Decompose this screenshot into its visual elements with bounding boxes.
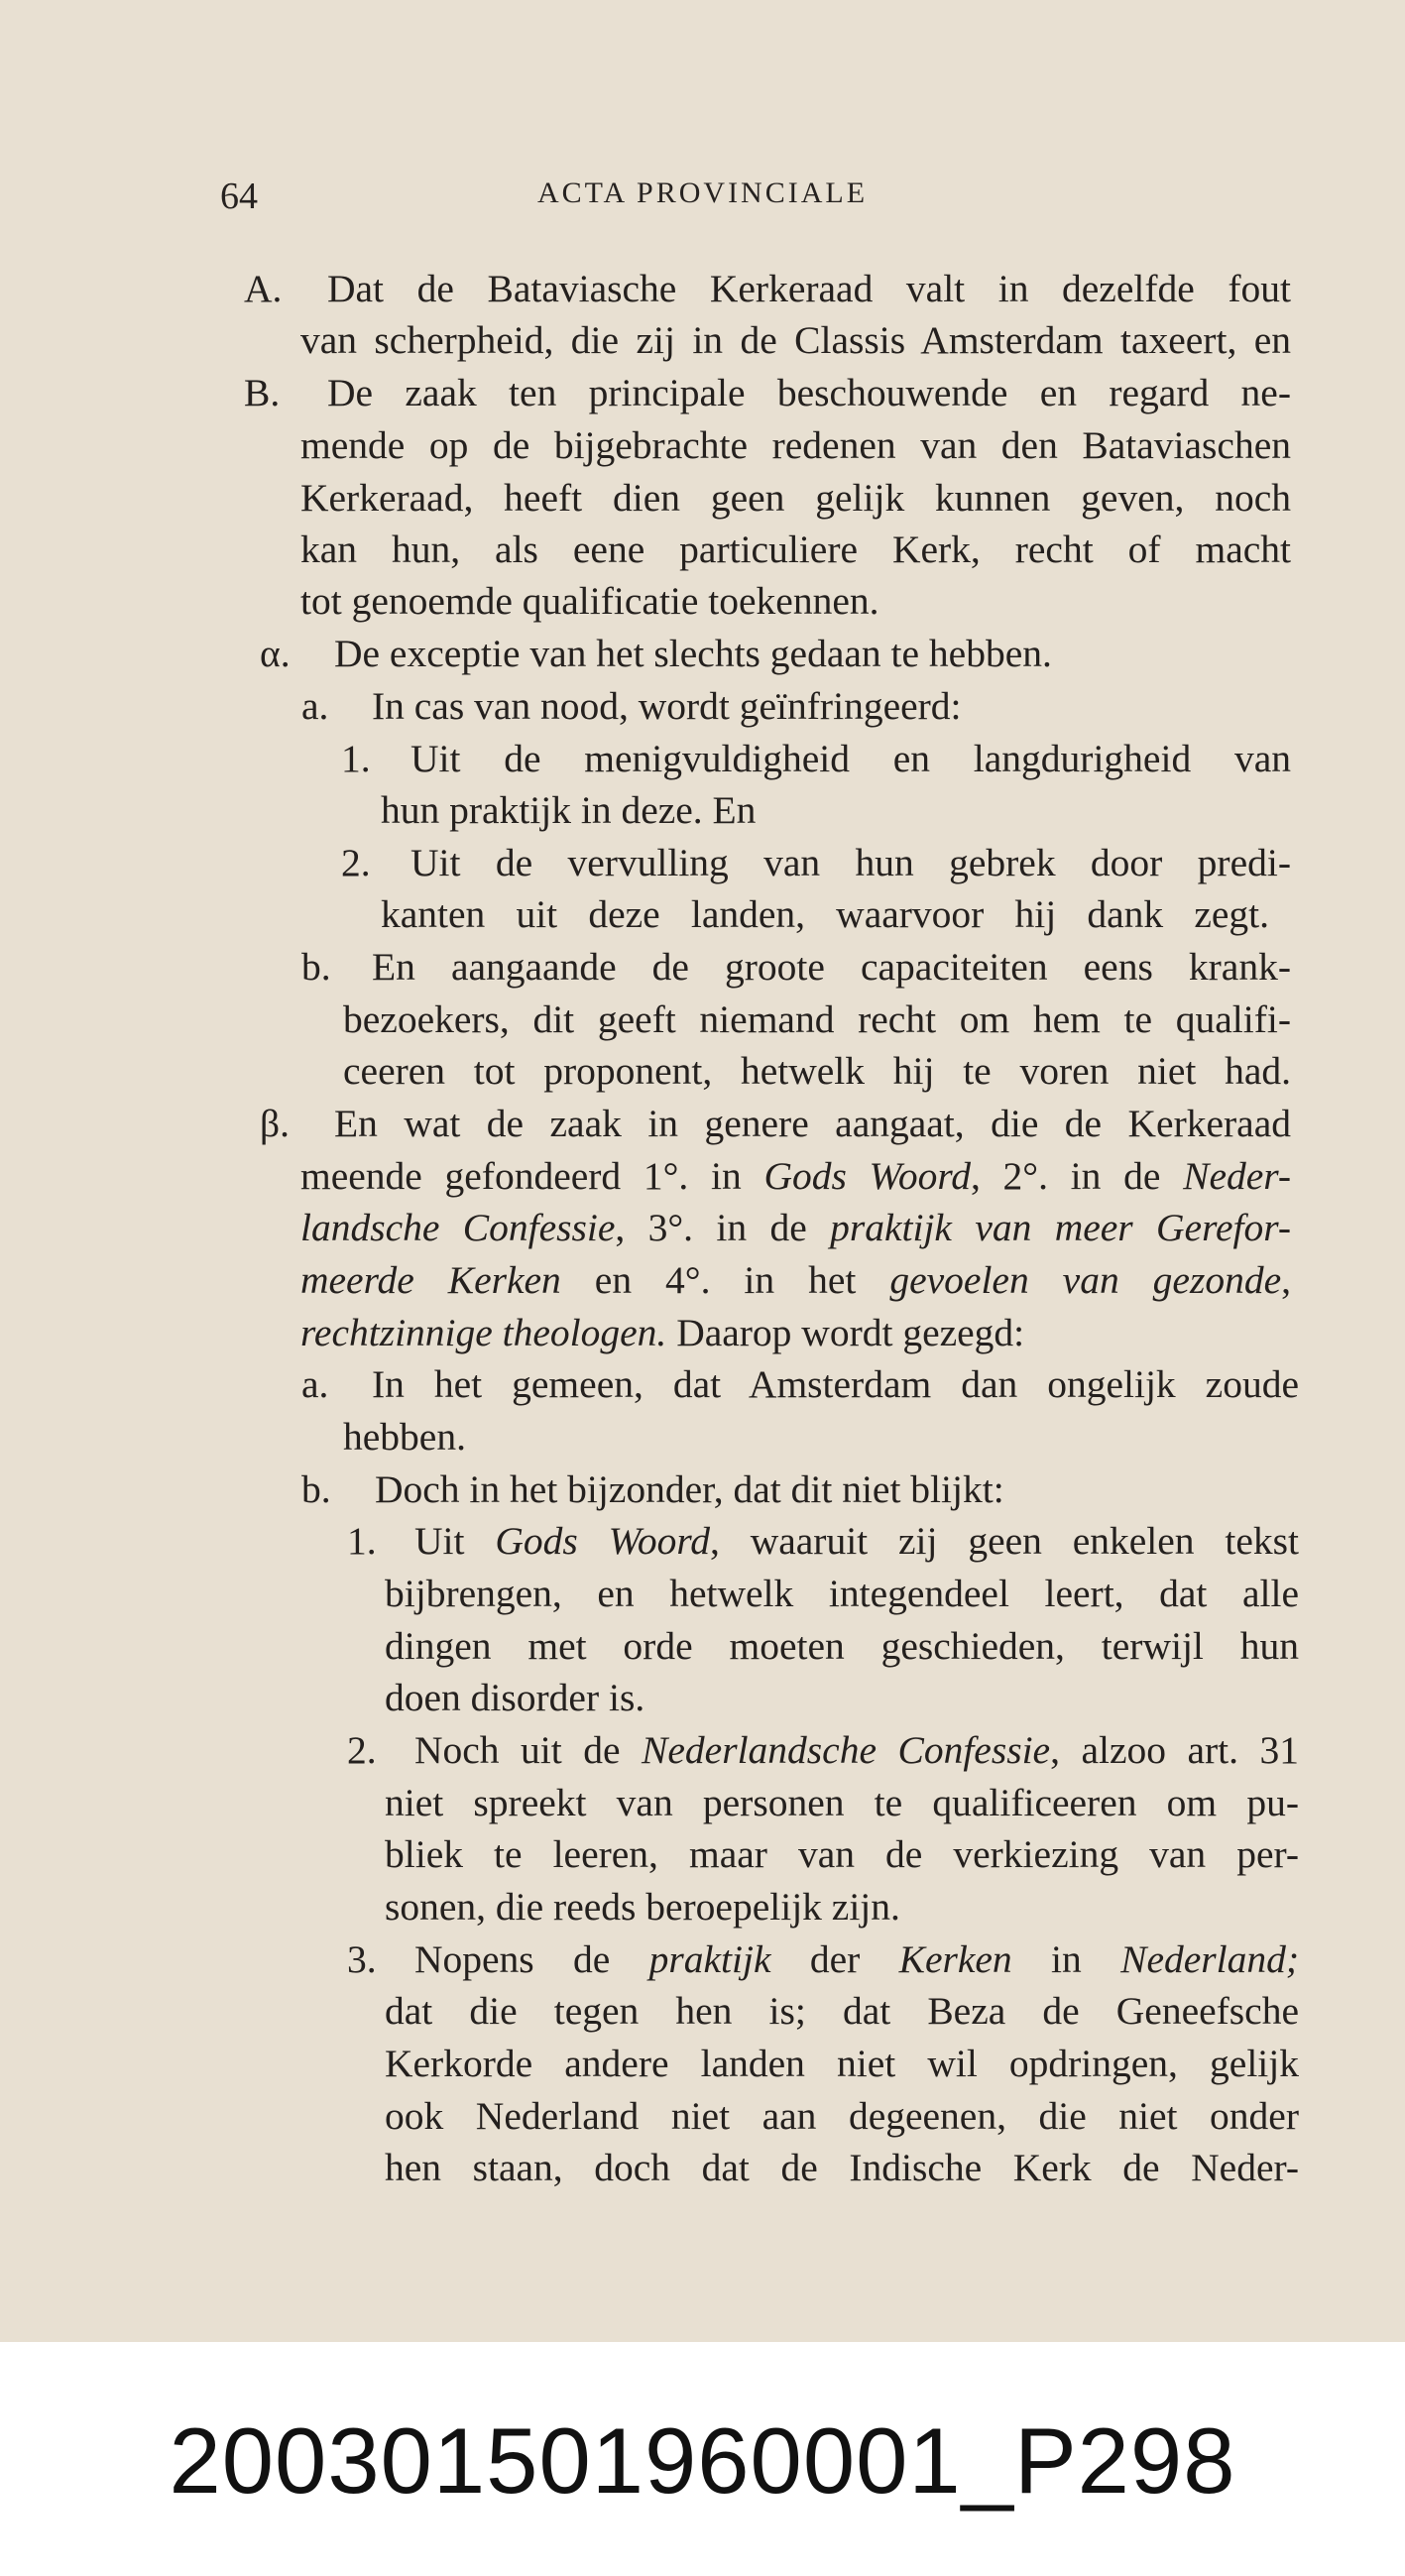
text-line: Uit Gods Woord, waaruit zij geen enkelen tekst <box>414 1519 1299 1563</box>
text-line: dingen met orde moeten geschieden, terwijl hun <box>385 1624 1299 1668</box>
text-line: rechtzinnige theologen. Daarop wordt gezegd: <box>300 1311 1025 1354</box>
text-line: doen disorder is. <box>385 1676 645 1719</box>
item-label: b. <box>301 1467 331 1511</box>
text-line: Noch uit de Nederlandsche Confessie, alzoo art. 31 <box>414 1728 1300 1772</box>
page-number: 64 <box>220 176 258 217</box>
text-line: ceeren tot proponent, hetwelk hij te voren niet had. <box>343 1049 1291 1093</box>
item-label: β. <box>260 1102 290 1145</box>
item-label: a. <box>301 1362 329 1406</box>
item-label: B. <box>244 371 281 414</box>
text-line: hen staan, doch dat de Indische Kerk de Neder- <box>385 2146 1299 2189</box>
text-line: Dat de Bataviasche Kerkeraad valt in dezelfde fout <box>327 267 1291 310</box>
text-line: Kerkorde andere landen niet wil opdringen, gelijk <box>385 2042 1299 2085</box>
text-line: De exceptie van het slechts gedaan te hebben. <box>334 632 1052 675</box>
scan-identifier: 200301501960001_P298 <box>169 2408 1236 2513</box>
text-line: bijbrengen, en hetwelk integendeel leert, dat alle <box>385 1572 1299 1615</box>
text-line: Uit de vervulling van hun gebrek door predi- <box>410 841 1291 884</box>
text-line: landsche Confessie, 3°. in de praktijk van meer Gerefor- <box>300 1206 1291 1249</box>
text-line: In het gemeen, dat Amsterdam dan ongelijk zoude <box>372 1362 1299 1406</box>
text-line: De zaak ten principale beschouwende en regard ne- <box>327 371 1291 414</box>
text-line: tot genoemde qualificatie toekennen. <box>300 579 879 623</box>
item-label: 2. <box>347 1728 377 1772</box>
item-label: 3. <box>347 1937 377 1981</box>
text-line: kanten uit deze landen, waarvoor hij dank zegt. <box>381 892 1269 936</box>
text-line: dat die tegen hen is; dat Beza de Geneefsche <box>385 1989 1299 2033</box>
text-line: En wat de zaak in genere aangaat, die de Kerkeraad <box>334 1102 1291 1145</box>
text-line: van scherpheid, die zij in de Classis Amsterdam taxeert, en <box>300 318 1291 362</box>
item-label: 2. <box>341 841 371 884</box>
text-line: hebben. <box>343 1415 466 1459</box>
text-line: meerde Kerken en 4°. in het gevoelen van gezonde, <box>300 1258 1291 1302</box>
text-line: meende gefondeerd 1°. in Gods Woord, 2°. in de Neder- <box>300 1154 1291 1198</box>
item-label: A. <box>244 267 283 310</box>
text-line: kan hun, als eene particuliere Kerk, recht of macht <box>300 527 1291 571</box>
text-line: Nopens de praktijk der Kerken in Nederland; <box>414 1937 1300 1981</box>
text-line: En aangaande de groote capaciteiten eens krank- <box>372 945 1291 989</box>
text-line: In cas van nood, wordt geïnfringeerd: <box>372 684 962 728</box>
text-line: bezoekers, dit geeft niemand recht om hem te qualifi- <box>343 997 1291 1041</box>
item-label: b. <box>301 945 331 989</box>
item-label: a. <box>301 684 329 728</box>
item-label: 1. <box>341 737 371 780</box>
text-line: Kerkeraad, heeft dien geen gelijk kunnen geven, noch <box>300 476 1291 520</box>
text-line: Doch in het bijzonder, dat dit niet blijkt: <box>375 1467 1004 1511</box>
running-head: ACTA PROVINCIALE <box>536 176 869 209</box>
text-line: mende op de bijgebrachte redenen van den Bataviaschen <box>300 423 1291 467</box>
text-line: ook Nederland niet aan degeenen, die niet onder <box>385 2094 1299 2138</box>
item-label: 1. <box>347 1519 377 1563</box>
item-label: α. <box>260 632 291 675</box>
text-line: Uit de menigvuldigheid en langdurigheid van <box>410 737 1291 780</box>
text-line: niet spreekt van personen te qualificeeren om pu- <box>385 1781 1299 1824</box>
text-line: sonen, die reeds beroepelijk zijn. <box>385 1885 900 1929</box>
text-line: bliek te leeren, maar van de verkiezing van per- <box>385 1832 1299 1876</box>
text-line: hun praktijk in deze. En <box>381 788 757 832</box>
